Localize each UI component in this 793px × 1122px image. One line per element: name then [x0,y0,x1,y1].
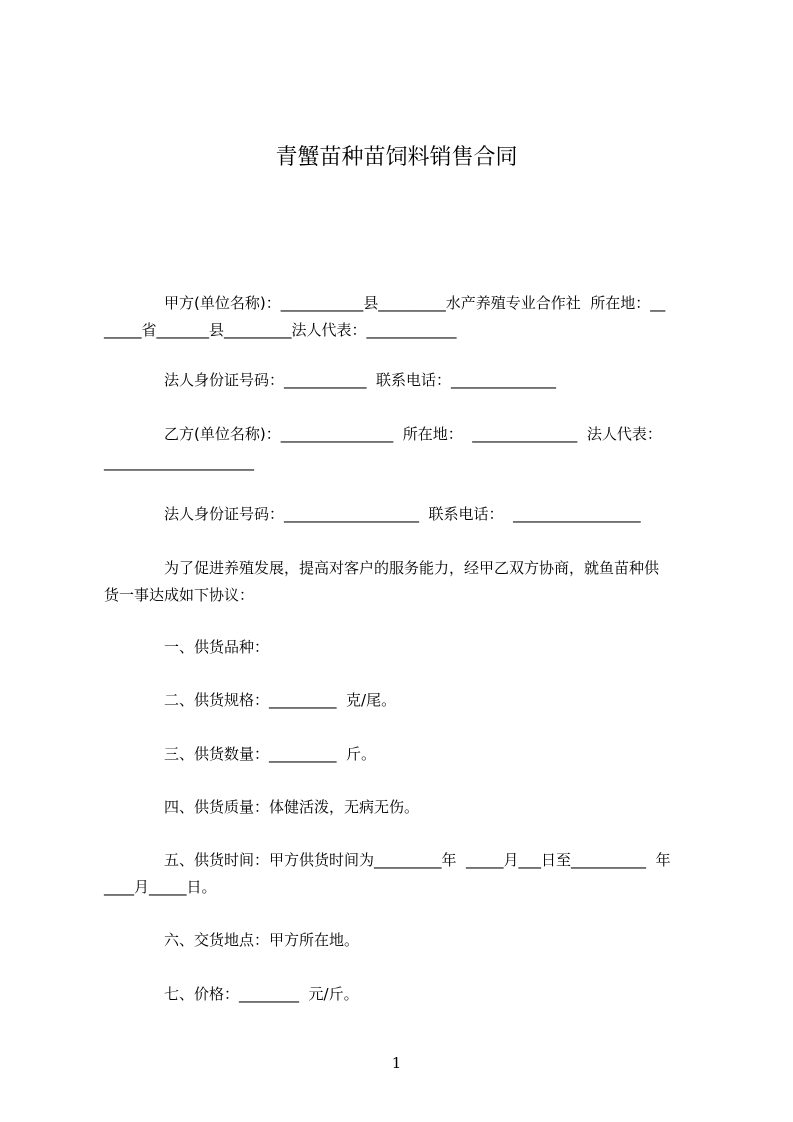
preamble-line-2: 货一事达成如下协议： [104,586,255,604]
clause-3: 三、供货数量：_________ 斤。 [104,745,377,763]
preamble-line-1: 为了促进养殖发展，提高对客户的服务能力，经甲乙双方协商，就鱼苗种供 [104,559,660,577]
page-title: 青蟹苗种苗饲料销售合同 [275,145,518,170]
party-a-id-line: 法人身份证号码：___________ 联系电话：______________ [104,371,557,389]
clause-4: 四、供货质量：体健活泼，无病无伤。 [104,798,420,816]
party-b-id-line: 法人身份证号码：__________________ 联系电话： _________________ [104,505,641,523]
clause-7: 七、价格：________ 元/斤。 [104,985,359,1003]
clause-5-line-2: ____月_____日。 [104,878,217,896]
party-b-line-2: ____________________ [104,453,254,471]
page-number: 1 [391,1054,402,1072]
clause-2: 二、供货规格：_________ 克/尾。 [104,691,397,709]
party-b-line-1: 乙方(单位名称)：_______________ 所在地： ______________ 法人代表： [104,425,662,443]
clause-5-line-1: 五、供货时间：甲方供货时间为_________年 _____月___日至__________ 年 [104,851,671,869]
clause-6: 六、交货地点：甲方所在地。 [104,931,360,949]
party-a-line-1: 甲方(单位名称)：___________县_________水产养殖专业合作社 所在地：__ [104,294,666,312]
party-a-line-2: _____省_______县_________法人代表：____________ [104,321,457,339]
clause-1: 一、供货品种： [104,638,270,656]
